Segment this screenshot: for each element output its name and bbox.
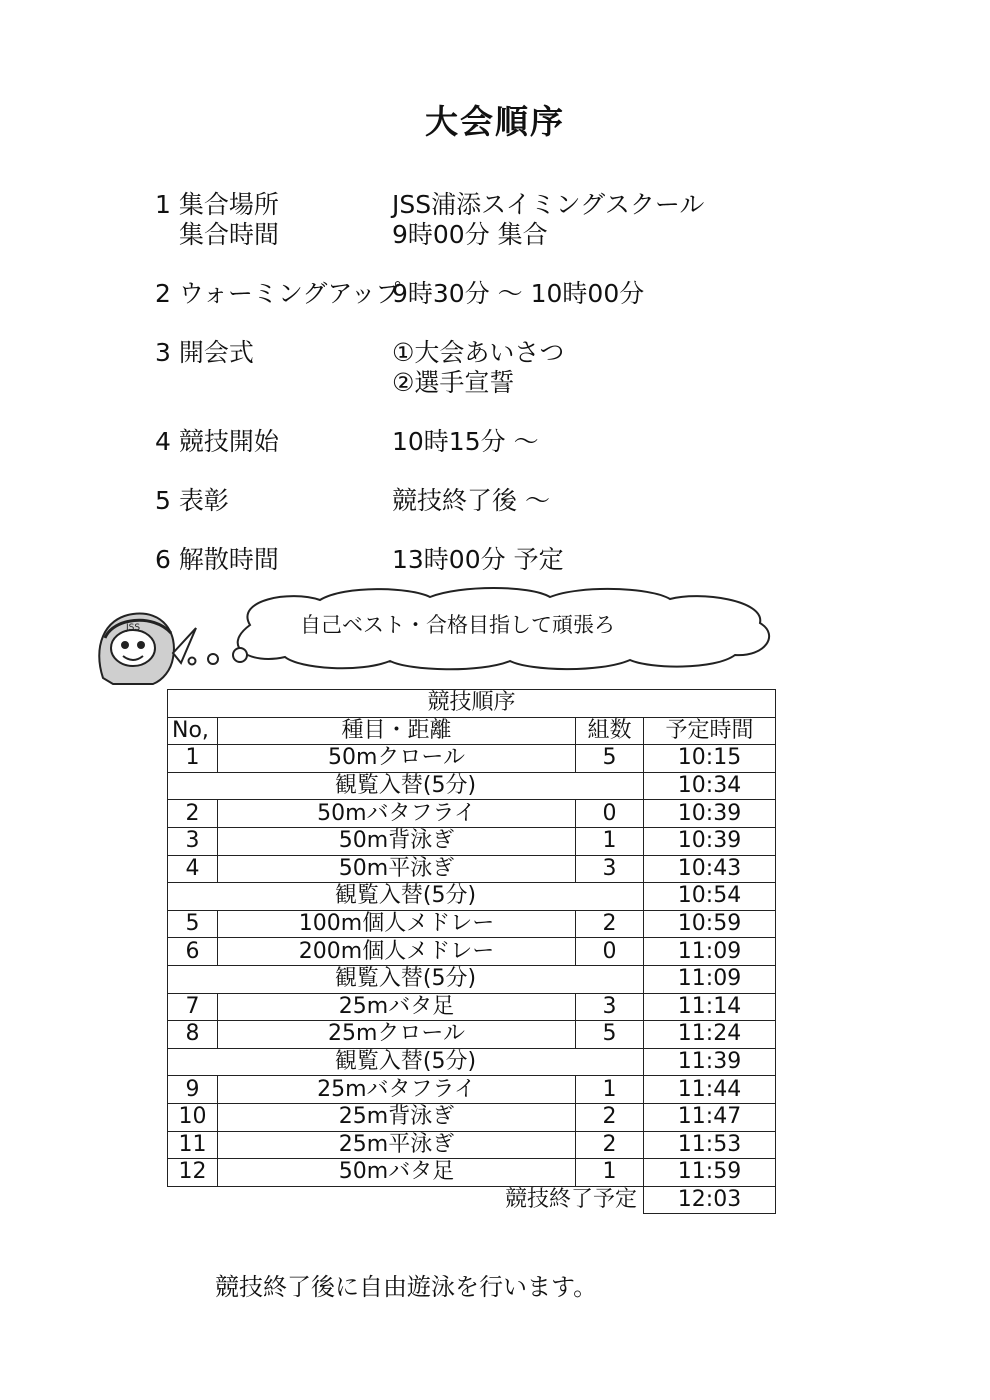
row-no: 8 (168, 1021, 218, 1049)
table-row (168, 827, 776, 855)
row-event: 50mバタフライ (218, 800, 576, 828)
header-time: 予定時間 (644, 717, 776, 745)
table-row (168, 1159, 776, 1187)
item-label: 5 表彰 (155, 486, 229, 515)
table-row (168, 855, 776, 883)
break-row (168, 772, 776, 800)
row-event: 50m平泳ぎ (218, 855, 576, 883)
row-no: 5 (168, 910, 218, 938)
item-value: 競技終了後 ～ (392, 486, 550, 515)
table-row (168, 745, 776, 773)
item-label: 6 解散時間 (155, 545, 279, 574)
row-time: 10:59 (644, 910, 776, 938)
table-row (168, 1021, 776, 1049)
table-caption: 競技順序 (168, 690, 776, 718)
table-row (168, 938, 776, 966)
end-time: 12:03 (644, 1186, 776, 1214)
row-time: 11:09 (644, 938, 776, 966)
row-time: 11:24 (644, 1021, 776, 1049)
row-no: 7 (168, 993, 218, 1021)
row-groups: 5 (576, 745, 644, 773)
row-no: 6 (168, 938, 218, 966)
row-groups: 3 (576, 855, 644, 883)
table-row (168, 800, 776, 828)
mascot-icon (93, 608, 203, 686)
row-event: 25mクロール (218, 1021, 576, 1049)
table-row (168, 993, 776, 1021)
row-groups: 1 (576, 1159, 644, 1187)
item-value: 9時00分 集合 (392, 220, 548, 249)
page-title: 大会順序 (425, 102, 565, 141)
row-time: 11:47 (644, 1103, 776, 1131)
row-time: 10:39 (644, 827, 776, 855)
row-no: 12 (168, 1159, 218, 1187)
row-time: 10:43 (644, 855, 776, 883)
row-time: 11:14 (644, 993, 776, 1021)
schedule-table (167, 689, 776, 1214)
item-value: ①大会あいさつ (392, 338, 565, 367)
break-label: 観覧入替(5分) (168, 965, 644, 993)
table-row (168, 1076, 776, 1104)
row-no: 3 (168, 827, 218, 855)
row-time: 10:39 (644, 800, 776, 828)
row-event: 25mバタ足 (218, 993, 576, 1021)
row-event: 50m背泳ぎ (218, 827, 576, 855)
row-event: 25mバタフライ (218, 1076, 576, 1104)
table-row (168, 910, 776, 938)
row-no: 9 (168, 1076, 218, 1104)
header-groups: 組数 (576, 717, 644, 745)
row-groups: 3 (576, 993, 644, 1021)
break-row (168, 883, 776, 911)
mascot-label: JSS (126, 623, 141, 633)
row-event: 100m個人メドレー (218, 910, 576, 938)
row-groups: 5 (576, 1021, 644, 1049)
row-time: 10:54 (644, 883, 776, 911)
row-time: 11:59 (644, 1159, 776, 1187)
row-no: 1 (168, 745, 218, 773)
item-label: 1 集合場所 (155, 190, 279, 219)
item-value: 9時30分 ～ 10時00分 (392, 279, 645, 308)
item-label: 2 ウォーミングアップ (155, 279, 401, 308)
row-no: 10 (168, 1103, 218, 1131)
item-value: 13時00分 予定 (392, 545, 564, 574)
item-label: 4 競技開始 (155, 427, 279, 456)
row-event: 200m個人メドレー (218, 938, 576, 966)
row-event: 50mクロール (218, 745, 576, 773)
table-caption-row (168, 690, 776, 718)
table-row (168, 1103, 776, 1131)
break-label: 観覧入替(5分) (168, 772, 644, 800)
row-groups: 0 (576, 938, 644, 966)
row-no: 2 (168, 800, 218, 828)
item-label: 3 開会式 (155, 338, 254, 367)
item-label: 集合時間 (179, 220, 280, 249)
row-no: 11 (168, 1131, 218, 1159)
table-row (168, 1131, 776, 1159)
row-time: 10:15 (644, 745, 776, 773)
row-groups: 2 (576, 910, 644, 938)
end-row (168, 1186, 776, 1214)
row-groups: 1 (576, 1076, 644, 1104)
break-label: 観覧入替(5分) (168, 1048, 644, 1076)
item-value: JSS浦添スイミングスクール (392, 190, 705, 219)
row-event: 25m平泳ぎ (218, 1131, 576, 1159)
row-time: 10:34 (644, 772, 776, 800)
end-label: 競技終了予定 (504, 1187, 637, 1213)
table-header-row (168, 717, 776, 745)
row-event: 25m背泳ぎ (218, 1103, 576, 1131)
row-time: 11:44 (644, 1076, 776, 1104)
row-groups: 1 (576, 827, 644, 855)
row-time: 11:39 (644, 1048, 776, 1076)
item-value: ②選手宣誓 (392, 368, 515, 397)
footer-note: 競技終了後に自由遊泳を行います。 (215, 1273, 598, 1301)
item-value: 10時15分 ～ (392, 427, 539, 456)
row-groups: 0 (576, 800, 644, 828)
header-event: 種目・距離 (218, 717, 576, 745)
row-time: 11:53 (644, 1131, 776, 1159)
row-time: 11:09 (644, 965, 776, 993)
header-no: No, (168, 717, 218, 745)
row-groups: 2 (576, 1103, 644, 1131)
break-row (168, 965, 776, 993)
row-event: 50mバタ足 (218, 1159, 576, 1187)
break-label: 観覧入替(5分) (168, 883, 644, 911)
row-groups: 2 (576, 1131, 644, 1159)
row-no: 4 (168, 855, 218, 883)
bubble-text: 自己ベスト・合格目指して頑張ろ (300, 613, 615, 637)
break-row (168, 1048, 776, 1076)
